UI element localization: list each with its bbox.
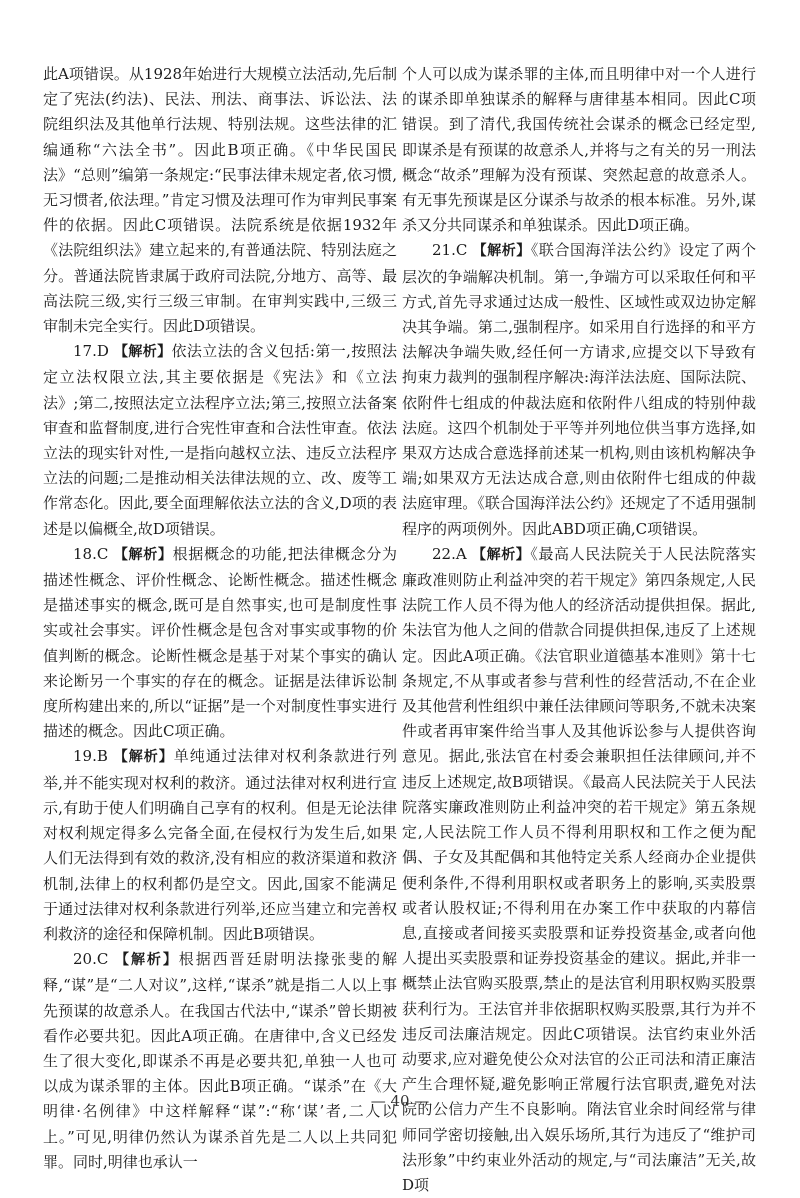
- paragraph-continuation: 此A项错误。从1928年始进行大规模立法活动,先后制定了宪法(约法)、民法、刑法、商事法、诉讼法、法院组织法及其他单行法规、特别法规。这些法律的汇编通称“六法全书”。因此B项正确。《中华民国民法》“总则”编第一条规定:“民事法律未规定者,依习惯,无习惯者,依法理。”肯定习惯及法理可作为审判民事案件的依据。因此C项错误。法院系统是依据1932年《法院组织法》建立起来的,有普通法院、特别法庭之分。普通法院皆隶属于政府司法院,分地方、高等、最高法院三级,实行三级三审制。在审判实践中,三级三审制未完全实行。因此D项错误。: [43, 65, 397, 336]
- answer-item-20: 20.C 【解析】根据西晋廷尉明法掾张斐的解释,“谋”是“二人对议”,这样,“谋杀”就是指二人以上事先预谋的故意杀人。在我国古代法中,“谋杀”曾长期被看作必要共犯。因此A项正确。在唐律中,含义已经发生了很大变化,即谋杀不再是必要共犯,单独一人也可以成为谋杀罪的主体。因此B项正确。“谋杀”在《大明律·名例律》中这样解释“谋”:“称‘谋’者,二人以上。”可见,明律仍然认为谋杀首先是二人以上共同犯罪。同时,明律也承认一: [43, 950, 397, 1171]
- analysis-tag: 【解析】: [113, 749, 174, 766]
- right-column: [402, 62, 756, 1198]
- analysis-tag: 【解析】: [115, 952, 179, 969]
- analysis-tag: 【解析】: [113, 546, 173, 563]
- answer-item-19: 19.B 【解析】单纯通过法律对权利条款进行列举,并不能实现对权利的救济。通过法律对权利进行宣示,有助于使人们明确自己享有的权利。但是无论法律对权利规定得多么完备全面,在侵权行为发生后,如果人们无法得到有效的救济,没有相应的救济渠道和救济机制,法律上的权利都仍是空文。因此,国家不能满足于通过法律对权利条款进行列举,还应当建立和完善权利救济的途径和保障机制。因此B项错误。: [43, 747, 397, 943]
- answer-item-21: 21.C 【解析】《联合国海洋法公约》设定了两个层次的争端解决机制。第一,争端方可以采取任何和平方式,首先寻求通过达成一般性、区域性或双边协定解决其争端。第二,强制程序。如采用自行选择的和平方法解决争端失败,经任何一方请求,应提交以下导致有拘束力裁判的强制程序解决:海洋法法庭、国际法院、依附件七组成的仲裁法庭和依附件八组成的特别仲裁法庭。这四个机制处于平等并列地位供当事方选择,如果双方达成合意选择前述某一机构,则由该机构解决争端;如果双方无法达成合意,则由依附件七组成的仲裁法庭审理。《联合国海洋法公约》还规定了不适用强制程序的两项例外。因此ABD项正确,C项错误。: [402, 241, 756, 538]
- analysis-tag: 【解析】: [472, 546, 531, 563]
- analysis-tag: 【解析】: [114, 344, 172, 361]
- answer-item-18: 18.C 【解析】根据概念的功能,把法律概念分为描述性概念、评价性概念、论断性概念。描述性概念是描述事实的概念,既可是自然事实,也可是制度性事实或社会事实。评价性概念是包含对事实或事物的价值判断的概念。论断性概念是基于对某个事实的确认来论断另一个事实的存在的概念。证据是法律诉讼制度所构建出来的,所以“证据”是一个对制度性事实进行描述的概念。因此C项正确。: [43, 544, 397, 741]
- paragraph-continuation: 个人可以成为谋杀罪的主体,而且明律中对一个人进行的谋杀即单独谋杀的解释与唐律基本相同。因此C项错误。到了清代,我国传统社会谋杀的概念已经定型,即谋杀是有预谋的故意杀人,并将与之有关的另一刑法概念“故杀”理解为没有预谋、突然起意的故意杀人。有无事先预谋是区分谋杀与故杀的根本标准。另外,谋杀又分共同谋杀和单独谋杀。因此D项正确。: [402, 65, 756, 235]
- analysis-tag: 【解析】: [472, 243, 531, 260]
- answer-item-22: 22.A 【解析】《最高人民法院关于人民法院落实廉政准则防止利益冲突的若干规定》第四条规定,人民法院工作人员不得为他人的经济活动提供担保。据此,朱法官为他人之间的借款合同提供担保,违反了上述规定。因此A项正确。《法官职业道德基本准则》第十七条规定,不从事或者参与营利性的经营活动,不在企业及其他营利性组织中兼任法律顾问等职务,不就未决案件或者再审案件给当事人及其他诉讼参与人提供咨询意见。据此,张法官在村委会兼职担任法律顾问,并不违反上述规定,故B项错误。《最高人民法院关于人民法院落实廉政准则防止利益冲突的若干规定》第五条规定,人民法院工作人员不得利用职权和工作之便为配偶、子女及其配偶和其他特定关系人经商办企业提供便利条件,不得利用职权或者职务上的影响,买卖股票或者认股权证;不得利用在办案工作中获取的内幕信息,直接或者间接买卖股票和证券投资基金,或者向他人提出买卖股票和证券投资基金的建议。据此,并非一概禁止法官购买股票,禁止的是法官利用职权购买股票获利行为。王法官并非依据职权购买股票,其行为并不违反司法廉洁规定。因此C项错误。法官约束业外活动要求,应对避免使公众对法官的公正司法和清正廉洁产生合理怀疑,避免影响正常履行法官职责,避免对法院的公信力产生不良影响。隋法官业余时间经常与律师同学密切接触,出入娱乐场所,其行为违反了“维护司法形象”中约束业外活动的规定,与“司法廉洁”无关,故D项: [402, 544, 756, 1194]
- left-column: [43, 62, 397, 1175]
- page-number: — 40 —: [370, 1092, 430, 1110]
- answer-item-17: 17.D 【解析】依法立法的含义包括:第一,按照法定立法权限立法,其主要依据是《宪法》和《立法法》;第二,按照法定立法程序立法;第三,按照立法备案审查和监督制度,进行合宪性审查和合法性审查。依法立法的现实针对性,一是指向越权立法、违反立法程序立法的问题;二是推动相关法律法规的立、改、废等工作常态化。因此,要全面理解依法立法的含义,D项的表述是以偏概全,故D项错误。: [43, 342, 397, 538]
